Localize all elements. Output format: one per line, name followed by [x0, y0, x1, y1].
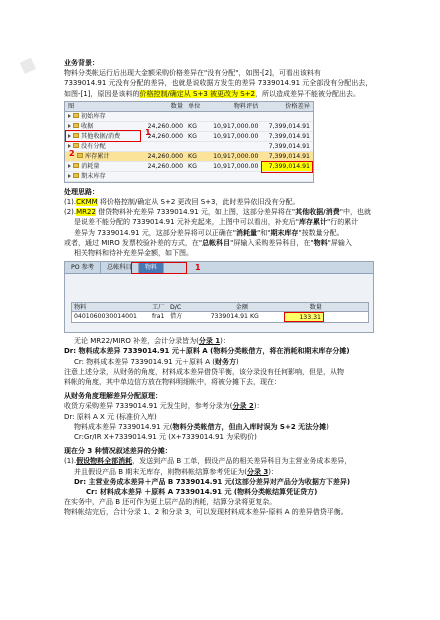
text: "和" [256, 228, 271, 237]
folder-icon [73, 173, 79, 178]
miro-screen-screenshot [64, 261, 374, 333]
bold-text: 分录 3 [246, 467, 269, 476]
qty [134, 142, 186, 151]
paragraph-line [64, 467, 382, 477]
bold-text: 其他收据/消费 [295, 208, 340, 217]
col-header: 物料评估 [233, 102, 259, 110]
paragraph-line: 料帐的角度，其中单边信方放在物料明细帐中，将被分摊下去，现在： [64, 378, 281, 387]
text: "屏输入采购差异科目，在" [230, 238, 314, 247]
expand-arrow-icon[interactable] [68, 144, 71, 148]
unit: KG [188, 132, 197, 140]
col-header: 价格差异 [285, 102, 310, 110]
section-heading-principle: 从财务角度理解差异分配原理： [64, 392, 162, 401]
folder-icon [73, 163, 79, 168]
folder-icon [73, 143, 79, 148]
text: ) [314, 488, 318, 497]
text: 物料成本差异 7339014.91 元( [74, 422, 173, 431]
grid-row[interactable] [71, 312, 369, 323]
text: ，所以造成差异不能被分配出去。 [255, 89, 361, 98]
diff: 7,399,014.91 [268, 122, 310, 130]
grid-header [71, 302, 369, 312]
expand-arrow-icon[interactable] [68, 114, 71, 118]
plant-cell[interactable]: fra1 [152, 313, 165, 321]
text: "中，也就 [339, 208, 371, 217]
text: Dr: 物料成本差异 7339014.91 元＋原料 A ( [64, 347, 214, 356]
material-ledger-tree-screenshot [64, 101, 314, 183]
value: 10,917,000.00 [213, 162, 259, 170]
unit: KG [188, 152, 197, 160]
tree-row[interactable] [65, 142, 313, 152]
row-name: 库存累计 [85, 152, 110, 160]
dc-cell[interactable]: 借方 [170, 313, 183, 321]
paragraph-line [64, 422, 382, 432]
qty: 24,260.000 [147, 132, 184, 140]
text: "行的累计 [326, 218, 359, 227]
paragraph-line: 注意上述分录，从财务的角度，材料成本差异借贷平衡，该分录没有任何影响，但是，从物 [64, 367, 344, 376]
text: ) [346, 347, 350, 356]
text: 借贷物料补充差异 7339014.91 元，如上图，这部分差异将在" [95, 208, 296, 217]
text: )： [268, 467, 279, 476]
paragraph-line [64, 477, 382, 487]
unit: KG [188, 162, 197, 170]
paragraph-line [64, 89, 382, 99]
value: 10,917,000.00 [213, 152, 259, 160]
diff: 7,399,014.91 [268, 132, 310, 140]
text: )： [253, 402, 264, 411]
section-heading-cases: 现在分 3 种情况叙述差异的分摊： [64, 447, 172, 456]
material-cell[interactable]: 040106003001400​1 [74, 313, 137, 321]
annotation-box [261, 161, 313, 173]
text: Cr: 物料成本差异 7339014.91 元＋原料 A ( [74, 357, 215, 366]
section-heading-background: 业务背景： [64, 59, 99, 67]
unit-cell[interactable]: KG [250, 313, 259, 321]
tcode: CKMM [76, 198, 98, 207]
unit: KG [188, 122, 197, 130]
value [206, 172, 262, 181]
text: 并且假设产品 B 期末无库存，则物料帐结算参考凭证为( [74, 467, 247, 476]
bold-text: 假设物料全部消耗 [76, 457, 133, 466]
text: 是说差不能分配的 7339014.91 元补充起来，上图中可以看出，补充后" [74, 218, 299, 227]
row-name: 没有分配 [81, 142, 106, 150]
paragraph-line [64, 238, 382, 248]
paragraph-line: 在实务中，产品 B 还可作为更上层产品的消耗，结算分录将更复杂。 [64, 498, 277, 507]
paragraph-line [64, 197, 382, 207]
text: 或者，通过 MIRO 发票校验补差的方式，在" [64, 238, 203, 247]
bold-text: 库存累计 [298, 218, 327, 227]
tree-header [65, 102, 313, 112]
tab-material[interactable]: 物料 [139, 262, 164, 273]
text: ) [235, 357, 239, 366]
col-header: 物料 [74, 304, 87, 312]
text: 无论 MR22/MIRO 补差，会计分录皆为( [74, 337, 199, 346]
folder-icon [73, 113, 79, 118]
diff [261, 172, 313, 181]
tab-gl-account[interactable]: 总帐科目 [101, 262, 139, 273]
annotation-marker: 2 [69, 148, 75, 158]
bold-text: 分录 1 [198, 337, 221, 346]
annotation-box [131, 262, 187, 274]
diff: 7,399,014.91 [268, 152, 310, 160]
folder-icon [73, 123, 79, 128]
paragraph-line [64, 207, 382, 217]
bold-text: 物料分类帐借方，但由入库时误为 S+2 无法分摊 [172, 422, 327, 431]
tab-po-reference[interactable]: PO 参考 [65, 262, 101, 273]
text: ，发送到产品 B 工单，假设产品的相关差异科目为主营业务成本差异， [132, 457, 352, 466]
paragraph-line [64, 487, 382, 497]
value: 10,917,000.00 [213, 132, 259, 140]
paragraph-line [64, 228, 382, 238]
col-header: 数量 [170, 102, 184, 110]
expand-arrow-icon[interactable] [68, 164, 71, 168]
col-header: 金额 [235, 304, 248, 312]
bold-text: 物料 [313, 238, 328, 247]
quantity-cell[interactable]: 133.31 [284, 312, 324, 322]
paragraph-line: Cr:Gr/IR X+7339014.91 元 (X+7339014.91 为采购价) [74, 433, 257, 442]
text: "屏输入 [327, 238, 352, 247]
value [206, 112, 262, 121]
tree-row[interactable] [65, 172, 313, 182]
material-grid [71, 302, 369, 323]
highlight-text: 价格控制/确定从 S+3 被更改为 S+2 [139, 89, 256, 98]
unit [186, 142, 206, 151]
qty [134, 112, 186, 121]
col-header: D/C [170, 304, 182, 312]
qty [134, 172, 186, 181]
text: 收货方采购差异 7339014.91 元发生时，参考分录为( [64, 402, 233, 411]
text: (2). [64, 208, 77, 217]
bold-text: 期末库存 [270, 228, 299, 237]
bold-text: 物料分类帐借方，将在消耗和期末库存分摊 [213, 347, 347, 356]
bold-text: 财务方 [214, 357, 236, 366]
diff: 7,399,014.91 [268, 142, 310, 150]
bold-text: 分录 2 [232, 402, 254, 411]
text: Dr: 主营业务成本差异＋产品 B 7339014.91 元( [74, 477, 235, 486]
col-header [250, 303, 284, 311]
paragraph-line [64, 346, 382, 356]
paragraph-line [64, 336, 382, 346]
text: ) [346, 477, 351, 486]
tcode: MR22 [76, 208, 96, 217]
paragraph-line: 物料帐结完后，合计分录 1、2 和分录 3，可以发现材料成本差异-原料 A 的差异借贷平衡。 [64, 508, 348, 517]
unit [186, 172, 206, 181]
folder-icon [77, 153, 83, 158]
tree-row[interactable] [65, 112, 313, 122]
bold-text: 总帐科目 [202, 238, 231, 247]
row-name: 消耗量 [81, 162, 100, 170]
expand-arrow-icon[interactable] [68, 124, 71, 128]
expand-arrow-icon[interactable] [68, 174, 71, 178]
bold-text: 物料分类帐结算凭证贷方 [237, 488, 315, 497]
unit [186, 112, 206, 121]
paragraph-line: Dr: 原料 A X 元 (标准价入库) [64, 412, 157, 421]
qty: 24,260.000 [147, 122, 184, 130]
col-header: 数量 [309, 304, 322, 312]
paragraph-line: 相关物料和待补充差异金额，如下图。 [74, 249, 193, 258]
annotation-box [65, 130, 141, 142]
text: 差异为 7339014.91 元，这部分差异将可以正确在" [74, 228, 236, 237]
paragraph-line [64, 217, 382, 227]
text: (1). [64, 457, 77, 466]
document-body [64, 58, 382, 518]
bold-text: 这部分差异对产品分为收据方下差异 [234, 477, 347, 486]
annotation-marker: 1 [145, 127, 151, 137]
value [206, 142, 262, 151]
tab-bar [65, 262, 373, 274]
text: Cr: 材料成本差异 ＋原料 A 7339014.91 元 ( [86, 488, 238, 497]
bold-text: 消耗量 [235, 228, 257, 237]
row-name: 收据 [81, 122, 94, 130]
annotation-marker: 1 [195, 263, 201, 273]
col-header: 单位 [188, 102, 201, 110]
paragraph-line: 物料分类帐运行后出现大金额采购价格差异在"没有分配"，如图-[2]，可看出该料有 [64, 69, 321, 78]
row-name: 期末库存 [81, 172, 106, 180]
row-name: 初始库存 [81, 112, 106, 120]
watermark: ■ [16, 52, 39, 77]
text: ) [326, 422, 329, 431]
amount-cell[interactable]: 7339014.91 [210, 313, 248, 321]
paragraph-line [64, 357, 382, 367]
paragraph-line [64, 456, 382, 466]
text: "按数量分配。 [298, 228, 344, 237]
text: (1). [64, 198, 77, 207]
paragraph-line: 7339014.91 元没有分配的差异，也就是说收据方发生的差异 7339014.91 元全部没有分配出去， [64, 79, 373, 88]
diff: 7,399,014.91 [261, 162, 313, 171]
col-header: 图 [68, 102, 75, 110]
qty: 24,260.000 [147, 152, 184, 160]
text: 将价格控制/确定从 S+2 更改回 S+3，此时差异依旧没有分配。 [97, 198, 300, 207]
text: 如图-[1]，原因是该料的 [64, 89, 140, 98]
value: 10,917,000.00 [213, 122, 259, 130]
qty: 24,260.000 [147, 162, 184, 170]
row-name: 其他收据/消费 [81, 132, 121, 140]
section-heading-solution: 处理思路： [64, 187, 99, 196]
diff [261, 112, 313, 121]
text: )： [220, 337, 230, 346]
paragraph-line [64, 401, 382, 411]
col-header: 工厂 [152, 304, 165, 312]
